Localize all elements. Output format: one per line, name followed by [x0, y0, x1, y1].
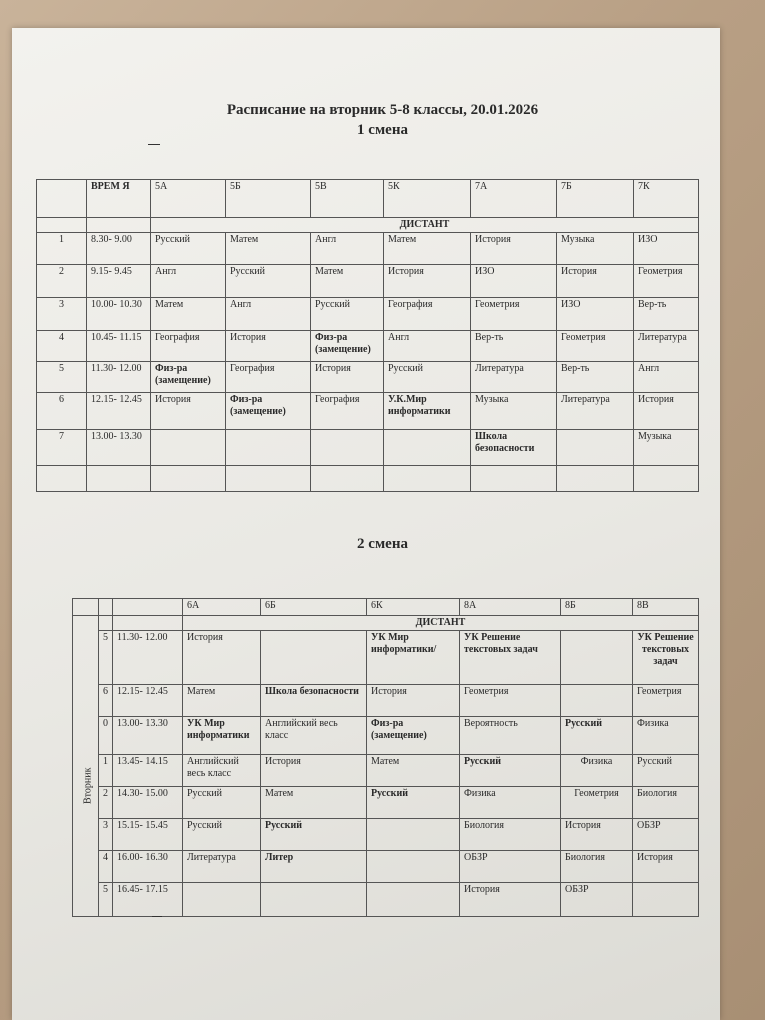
lesson-cell: УК Мир информатики/: [367, 631, 460, 685]
table-row-empty: [37, 466, 699, 492]
lesson-cell: Геометрия: [471, 298, 557, 331]
shift1-table: [36, 179, 699, 492]
pen-mark: [148, 144, 160, 145]
lesson-time: 11.30- 12.00: [87, 362, 151, 393]
table-row: [73, 851, 699, 883]
lesson-time: 14.30- 15.00: [113, 787, 183, 819]
lesson-cell: История: [183, 631, 261, 685]
lesson-cell: Матем: [151, 298, 226, 331]
distant-row: [73, 616, 699, 631]
lesson-cell: ИЗО: [634, 233, 699, 265]
lesson-time: 13.45- 14.15: [113, 755, 183, 787]
lesson-cell: Русский: [183, 787, 261, 819]
lesson-cell: Русский: [384, 362, 471, 393]
lesson-cell: Литер: [261, 851, 367, 883]
shift2-table: [72, 598, 699, 917]
lesson-cell: Русский: [151, 233, 226, 265]
shift1-label: 1 смена: [357, 122, 408, 138]
lesson-cell: Вер-ть: [634, 298, 699, 331]
lesson-cell: Геометрия: [633, 685, 699, 717]
class-header: 8Б: [561, 599, 633, 616]
page-title: Расписание на вторник 5-8 классы, 20.01.2026: [226, 102, 539, 118]
class-header: 8А: [460, 599, 561, 616]
lesson-cell: [367, 819, 460, 851]
class-header: 6Б: [261, 599, 367, 616]
lesson-cell: Геометрия: [634, 265, 699, 298]
lesson-cell: Англ: [384, 331, 471, 362]
lesson-cell: География: [226, 362, 311, 393]
lesson-cell: [561, 685, 633, 717]
lesson-cell: Матем: [311, 265, 384, 298]
lesson-cell: Физ-ра (замещение): [226, 393, 311, 430]
lesson-time: 13.00- 13.30: [113, 717, 183, 755]
lesson-number: 1: [37, 233, 87, 265]
lesson-cell: Физика: [561, 755, 633, 787]
lesson-cell: Англ: [151, 265, 226, 298]
table-row: [37, 362, 699, 393]
distant-label: ДИСТАНТ: [183, 616, 699, 631]
distant-row: [37, 218, 699, 233]
lesson-cell: Русский: [261, 819, 367, 851]
lesson-time: 13.00- 13.30: [87, 430, 151, 466]
lesson-cell: География: [151, 331, 226, 362]
lesson-cell: Физика: [460, 787, 561, 819]
lesson-cell: [311, 430, 384, 466]
lesson-time: 12.15- 12.45: [113, 685, 183, 717]
lesson-cell: Русский: [633, 755, 699, 787]
lesson-cell: [261, 883, 367, 917]
lesson-cell: УК Мир информатики: [183, 717, 261, 755]
lesson-number: 4: [37, 331, 87, 362]
lesson-number: 3: [99, 819, 113, 851]
lesson-cell: Школа безопасности: [261, 685, 367, 717]
lesson-number: 6: [37, 393, 87, 430]
lesson-number: 3: [37, 298, 87, 331]
table-row: [37, 233, 699, 265]
shift1-header-row: [37, 180, 699, 218]
lesson-time: 16.00- 16.30: [113, 851, 183, 883]
lesson-cell: Матем: [261, 787, 367, 819]
lesson-cell: История: [151, 393, 226, 430]
shift2-header-row: [73, 599, 699, 616]
lesson-cell: [561, 631, 633, 685]
lesson-cell: Музыка: [634, 430, 699, 466]
lesson-time: 15.15- 15.45: [113, 819, 183, 851]
lesson-cell: Музыка: [557, 233, 634, 265]
lesson-cell: Русский: [183, 819, 261, 851]
table-row: [37, 430, 699, 466]
lesson-cell: География: [311, 393, 384, 430]
lesson-cell: Физ-ра (замещение): [367, 717, 460, 755]
class-header: 7К: [634, 180, 699, 218]
lesson-cell: [367, 883, 460, 917]
lesson-cell: Литература: [557, 393, 634, 430]
table-row: [73, 883, 699, 917]
lesson-cell: Русский: [561, 717, 633, 755]
lesson-cell: Русский: [460, 755, 561, 787]
lesson-number: 5: [37, 362, 87, 393]
lesson-cell: Вер-ть: [557, 362, 634, 393]
lesson-time: 12.15- 12.45: [87, 393, 151, 430]
lesson-cell: У.К.Мир информатики: [384, 393, 471, 430]
lesson-cell: История: [471, 233, 557, 265]
lesson-cell: Русский: [311, 298, 384, 331]
lesson-cell: Геометрия: [460, 685, 561, 717]
lesson-cell: История: [384, 265, 471, 298]
lesson-cell: [367, 851, 460, 883]
lesson-cell: История: [367, 685, 460, 717]
lesson-number: 5: [99, 631, 113, 685]
lesson-cell: Физика: [633, 717, 699, 755]
lesson-cell: История: [261, 755, 367, 787]
class-header: 7А: [471, 180, 557, 218]
lesson-cell: Биология: [561, 851, 633, 883]
lesson-cell: ОБЗР: [460, 851, 561, 883]
shift2-label: 2 смена: [357, 536, 408, 552]
lesson-cell: [261, 631, 367, 685]
lesson-number: 2: [99, 787, 113, 819]
lesson-cell: ОБЗР: [633, 819, 699, 851]
lesson-cell: ИЗО: [557, 298, 634, 331]
lesson-time: 11.30- 12.00: [113, 631, 183, 685]
lesson-time: 10.45- 11.15: [87, 331, 151, 362]
lesson-cell: Английский весь класс: [261, 717, 367, 755]
table-row: [37, 298, 699, 331]
lesson-cell: Русский: [226, 265, 311, 298]
lesson-cell: Литература: [471, 362, 557, 393]
class-header: 6А: [183, 599, 261, 616]
lesson-cell: История: [226, 331, 311, 362]
table-row: [37, 393, 699, 430]
table-row: [73, 819, 699, 851]
lesson-cell: УК Решение текстовых задач: [633, 631, 699, 685]
lesson-cell: Литература: [183, 851, 261, 883]
lesson-cell: [633, 883, 699, 917]
lesson-cell: История: [557, 265, 634, 298]
lesson-cell: [151, 430, 226, 466]
lesson-cell: [183, 883, 261, 917]
lesson-cell: Матем: [226, 233, 311, 265]
class-header: 5В: [311, 180, 384, 218]
lesson-cell: Физ-ра (замещение): [151, 362, 226, 393]
lesson-cell: История: [634, 393, 699, 430]
lesson-cell: Музыка: [471, 393, 557, 430]
lesson-number: 5: [99, 883, 113, 917]
lesson-cell: ИЗО: [471, 265, 557, 298]
lesson-cell: [384, 430, 471, 466]
class-header: 5Б: [226, 180, 311, 218]
class-header: 5К: [384, 180, 471, 218]
lesson-cell: Англ: [634, 362, 699, 393]
lesson-cell: Геометрия: [561, 787, 633, 819]
class-header: 7Б: [557, 180, 634, 218]
lesson-cell: Матем: [384, 233, 471, 265]
table-row: [73, 755, 699, 787]
day-label: Вторник: [73, 616, 99, 917]
lesson-number: 1: [99, 755, 113, 787]
lesson-cell: История: [633, 851, 699, 883]
lesson-number: 4: [99, 851, 113, 883]
table-row: [73, 685, 699, 717]
lesson-cell: Геометрия: [557, 331, 634, 362]
pen-mark: [152, 916, 162, 917]
header-empty-cell: [37, 180, 87, 218]
lesson-cell: Матем: [367, 755, 460, 787]
lesson-time: 10.00- 10.30: [87, 298, 151, 331]
lesson-cell: [226, 430, 311, 466]
lesson-time: 9.15- 9.45: [87, 265, 151, 298]
class-header: 6К: [367, 599, 460, 616]
lesson-number: 6: [99, 685, 113, 717]
lesson-cell: Вероятность: [460, 717, 561, 755]
lesson-cell: Матем: [183, 685, 261, 717]
lesson-cell: Вер-ть: [471, 331, 557, 362]
lesson-cell: Английский весь класс: [183, 755, 261, 787]
time-header: ВРЕМ Я: [87, 180, 151, 218]
lesson-cell: География: [384, 298, 471, 331]
class-header: 8В: [633, 599, 699, 616]
distant-label: ДИСТАНТ: [151, 218, 699, 233]
lesson-cell: Русский: [367, 787, 460, 819]
lesson-cell: УК Решение текстовых задач: [460, 631, 561, 685]
lesson-number: 7: [37, 430, 87, 466]
lesson-cell: История: [460, 883, 561, 917]
lesson-time: 16.45- 17.15: [113, 883, 183, 917]
lesson-cell: Биология: [633, 787, 699, 819]
lesson-cell: Физ-ра (замещение): [311, 331, 384, 362]
lesson-cell: ОБЗР: [561, 883, 633, 917]
lesson-cell: Англ: [311, 233, 384, 265]
lesson-cell: Школа безопасности: [471, 430, 557, 466]
lesson-time: 8.30- 9.00: [87, 233, 151, 265]
class-header: 5А: [151, 180, 226, 218]
lesson-number: 0: [99, 717, 113, 755]
table-row: [37, 265, 699, 298]
lesson-cell: [557, 430, 634, 466]
lesson-cell: Биология: [460, 819, 561, 851]
lesson-number: 2: [37, 265, 87, 298]
table-row: [73, 787, 699, 819]
table-row: [37, 331, 699, 362]
table-row: [73, 631, 699, 685]
lesson-cell: История: [311, 362, 384, 393]
lesson-cell: История: [561, 819, 633, 851]
lesson-cell: Англ: [226, 298, 311, 331]
table-row: [73, 717, 699, 755]
lesson-cell: Литература: [634, 331, 699, 362]
